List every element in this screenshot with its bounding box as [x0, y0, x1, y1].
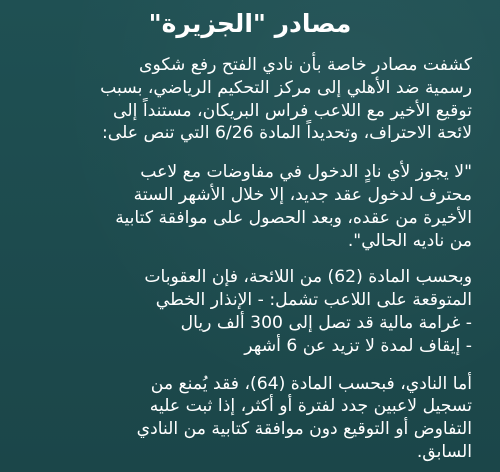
paragraph-line: وبحسب المادة (62) من اللائحة، فإن العقوبات [144, 267, 472, 288]
paragraph-line: محترف لدخول عقد جديد، إلا خلال الأشهر الستة [133, 184, 472, 205]
paragraph-line: أما النادي، فبحسب المادة (64)، فقد يُمنع من [150, 373, 472, 394]
paragraph-line: من ناديه الحالي". [347, 230, 472, 251]
paragraph-line: المتوقعة على اللاعب تشمل: - الإنذار الخطي [155, 290, 472, 311]
paragraph-line: توقيع الأخير مع اللاعب فراس البريكان، مستنداً إلى [113, 100, 472, 121]
paragraph-line: - إيقاف لمدة لا تزيد عن 6 أشهر [244, 335, 472, 356]
paragraph-line: التفاوض أو التوقيع دون موافقة كتابية من النادي [136, 419, 472, 440]
paragraph-line: السابق. [416, 441, 472, 462]
penalties-paragraph [28, 266, 472, 357]
paragraph-line: - غرامة مالية قد تصل إلى 300 ألف ريال [180, 312, 472, 333]
club-penalty-paragraph [28, 373, 472, 464]
quote-paragraph [28, 161, 472, 252]
card-title: مصادر "الجزيرة" [148, 9, 352, 38]
intro-paragraph [28, 54, 472, 145]
paragraph-line: كشفت مصادر خاصة بأن نادي الفتح رفع شكوى [139, 55, 472, 75]
paragraph-line: لائحة الاحتراف، وتحديداً المادة 6/26 التي تنص على: [101, 123, 472, 144]
paragraph-line: "لا يجوز لأي نادٍ الدخول في مفاوضات مع لاعب [140, 162, 472, 183]
paragraph-line: الأخيرة من عقده، وبعد الحصول على موافقة كتابية [115, 207, 472, 228]
paragraph-line: رسمية ضد الأهلي إلى مركز التحكيم الرياضي، بسبب [100, 77, 472, 98]
paragraph-line: تسجيل لاعبين جدد لفترة أو أكثر، إذا ثبت عليه [149, 396, 472, 417]
